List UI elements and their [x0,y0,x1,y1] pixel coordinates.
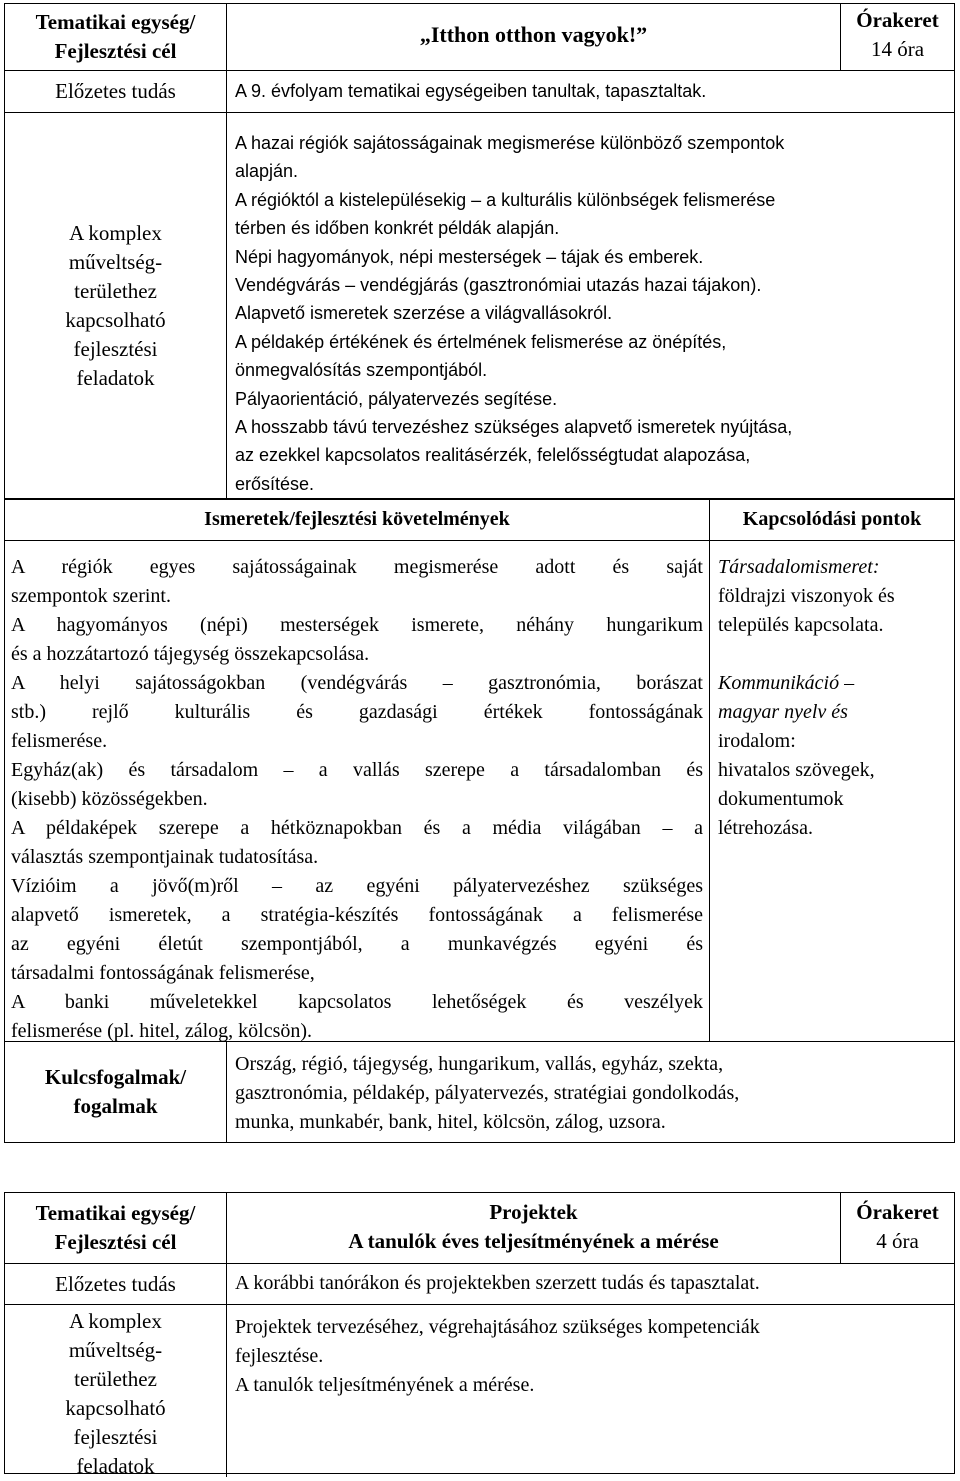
table1-hours [840,4,954,70]
table2-hours [840,1193,954,1263]
table1-unit-label [5,4,227,70]
table1-prior-text: A 9. évfolyam tematikai egységeiben tanultak, tapasztaltak. [235,81,707,101]
text-line: (kisebb) közösségekben. [11,788,208,810]
subject-name: magyar nyelv és [718,701,848,723]
text-line: stb.) rejlő kulturális és gazdasági értékek fontosságának [11,701,703,723]
text-line: választás szempontjainak tudatosítása. [11,846,319,868]
table1-header-row [5,4,954,70]
table2-unit-title [227,1193,840,1263]
label-line: feladatok [76,365,155,390]
spacer [718,640,948,669]
label-line: A komplex [69,220,162,245]
table2-header-row [5,1193,954,1263]
curriculum-table-1 [4,3,955,1143]
text-line: A hosszabb távú tervezéshez szükséges alapvető ismeretek nyújtása, [235,417,793,438]
text-line: Vízióim a jövő(m)ről – az egyéni pályatervezéshez szükséges [11,875,703,897]
title-line: Projektek [489,1200,578,1224]
hours-label: Órakeret [856,1200,939,1224]
table2-complex-row [5,1304,954,1477]
text-line: Pályaorientáció, pályatervezés segítése. [235,388,558,409]
label-line: kapcsolható [65,307,166,332]
label-line: műveltség- [68,249,163,274]
label-line: A komplex [69,1309,162,1333]
text-line: önmegvalósítás szempontjából. [235,360,488,381]
text-line: az egyéni életút szempontjából, a munkavégzés egyéni és [11,933,703,955]
label-line: területhez [74,278,157,303]
requirements-heading: Ismeretek/fejlesztési követelmények [5,500,710,540]
table2-prior-label: Előzetes tudás [5,1264,227,1304]
table1-prior-row [5,70,954,112]
table2-prior-row [5,1263,954,1304]
text-line: Népi hagyományok, népi mesterségek – tájak és emberek. [235,246,704,267]
hours-value: 4 óra [876,1229,919,1253]
text-line: alapvető ismeretek, a stratégia-készítés fontosságának a felismerése [11,904,703,926]
label-line: területhez [74,1367,157,1391]
text-line: hivatalos szövegek, [718,759,875,781]
text-line: A helyi sajátosságokban (vendégvárás – gasztronómia, borászat [11,672,703,694]
table1-complex-label [5,113,227,498]
text-line: alapján. [235,161,299,182]
keywords-label [5,1042,227,1142]
text-line: Vendégvárás – vendégjárás (gasztronómiai utazás hazai tájakon). [235,275,762,296]
table1-complex-text [227,113,954,498]
text-line: fejlesztése. [235,1345,324,1367]
label-line: kapcsolható [65,1396,166,1420]
text-line: gasztronómia, példakép, pályatervezés, stratégiai gondolkodás, [235,1082,740,1104]
text-line: szempontok szerint. [11,585,171,607]
text-line: A példaképek szerepe a hétköznapokban és a média világában – a [11,817,703,839]
text-line: A hagyományos (népi) mesterségek ismerete, néhány hungarikum [11,614,703,636]
text-line: térben és időben konkrét példák alapján. [235,218,560,239]
table2-unit-label [5,1193,227,1263]
label-line: Tematikai egység/ [35,10,196,34]
connections-heading: Kapcsolódási pontok [742,508,922,530]
table1-requirements-row [5,540,954,1041]
text-line: Egyház(ak) és társadalom – a vallás szerepe a társadalomban és [11,759,703,781]
hours-value: 14 óra [870,37,925,61]
text-line: létrehozása. [718,817,813,839]
table1-requirements-header-row [5,498,954,540]
label-line: Fejlesztési cél [54,39,177,63]
text-line: Ország, régió, tájegység, hungarikum, vallás, egyház, szekta, [235,1053,724,1075]
text-line: A banki műveletekkel kapcsolatos lehetőségek és veszélyek [11,991,703,1013]
table2-complex-text [227,1305,954,1477]
title-line: A tanulók éves teljesítményének a mérése [348,1229,719,1253]
text-line: az ezekkel kapcsolatos realitásérzék, felelősségtudat alapozása, [235,445,751,466]
text-line: A hazai régiók sajátosságainak megismerése különböző szempontok [235,133,785,153]
text-line: munka, munkabér, bank, hitel, kölcsön, zálog, uzsora. [235,1111,666,1133]
keywords-text [227,1042,954,1142]
table1-unit-title: „Itthon otthon vagyok!” [419,22,648,47]
table2-complex-label [5,1305,227,1477]
subject-name: Társadalomismeret: [718,556,880,578]
text-line: A régiók egyes sajátosságainak megismerése adott és saját [11,556,703,578]
label-line: fogalmak [73,1094,158,1118]
text-line: Projektek tervezéséhez, végrehajtásához szükséges kompetenciák [235,1316,760,1338]
label-line: fejlesztési [73,336,158,361]
text-line: A régióktól a kistelepülésekig – a kulturális különbségek felismerése [235,189,776,210]
text-line: település kapcsolata. [718,614,884,636]
label-line: műveltség- [68,1338,163,1362]
text-line: felismerése. [11,730,108,752]
label-line: feladatok [76,1454,155,1478]
table1-keywords-row [5,1041,954,1142]
label-line: Fejlesztési cél [54,1230,177,1254]
label-line: Kulcsfogalmak/ [44,1065,187,1089]
text-line: irodalom: [718,730,796,752]
text-line: A példakép értékének és értelmének felismerése az önépítés, [235,331,727,352]
requirements-text [5,541,710,1041]
label-line: fejlesztési [73,1425,158,1449]
text-line: földrajzi viszonyok és [718,585,895,607]
text-line: A tanulók teljesítményének a mérése. [235,1374,535,1396]
text-line: Alapvető ismeretek szerzése a világvallásokról. [235,303,613,324]
text-line: felismerése (pl. hitel, zálog, kölcsön). [11,1020,313,1042]
text-line: dokumentumok [718,788,844,810]
subject-name: Kommunikáció – [718,672,855,694]
curriculum-table-2 [4,1192,955,1478]
connections-text [710,541,954,1041]
text-line: társadalmi fontosságának felismerése, [11,962,315,984]
text-line: erősítése. [235,473,315,494]
label-line: Tematikai egység/ [35,1201,196,1225]
table1-complex-row [5,112,954,498]
text-line: és a hozzátartozó tájegység összekapcsolása. [11,643,370,665]
hours-label: Órakeret [856,8,939,32]
table1-prior-label: Előzetes tudás [5,71,227,112]
table2-prior-text: A korábbi tanórákon és projektekben szerzett tudás és tapasztalat. [235,1272,760,1294]
